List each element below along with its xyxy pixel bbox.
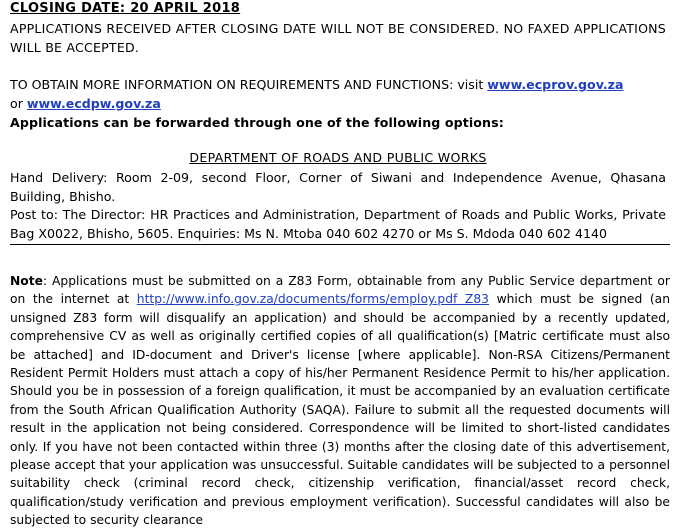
more-information-text: TO OBTAIN MORE INFORMATION ON REQUIREMENTS AND FUNCTIONS: visit — [10, 77, 488, 92]
section-divider — [10, 244, 670, 245]
note-label: Note — [10, 274, 43, 288]
postal-address: Post to: The Director: HR Practices and Administration, Department of Roads and Public Works, Private Bag X0022, Bhisho, 5605. Enquiries: Ms N. Mtoba 040 602 4270 or Ms S. Mdoda 040 602 4140 — [10, 207, 666, 241]
hand-delivery-address: Hand Delivery: Room 2-09, second Floor, Corner of Siwani and Independence Avenue, Qhasana Building, Bhisho. — [10, 170, 666, 204]
more-information-line — [10, 75, 666, 94]
note-text-1: : Applications must be submitted on a Z83 Form, obtainable from any Public Service department or on the internet at — [10, 274, 670, 307]
late-applications-notice: APPLICATIONS RECEIVED AFTER CLOSING DATE WILL NOT BE CONSIDERED. NO FAXED APPLICATIONS WILL BE ACCEPTED. — [10, 21, 666, 55]
note-paragraph — [10, 272, 670, 530]
closing-date-heading: CLOSING DATE: 20 APRIL 2018 — [10, 1, 241, 16]
forwarding-options-text: Applications can be forwarded through one of the following options: — [10, 115, 504, 130]
ecprov-link[interactable]: www.ecprov.gov.za — [487, 77, 624, 92]
note-text-2: which must be signed (an unsigned Z83 form will disqualify an application) and should be accompanied by a recently updated, comprehensive CV as well as originally certified copies of all qualification(s) [Matric certificate must also be attached] and ID-document and Driver's license [where applicable]. Non-RSA Citizens/Permanent Resident Permit Holders must attach a copy of his/her Permanent Residence Permit to his/her application. Should you be in possession of a foreign qualification, it must be accompanied by an evaluation certificate from the South African Qualification Authority (SAQA). Failure to submit all the requested documents will result in the application not being considered. Correspondence will be limited to short-listed candidates only. If you have not been contacted within three (3) months after the closing date of this advertisement, please accept that your application was unsuccessful. Suitable candidates will be subjected to a personnel suitability check (criminal record check, citizenship verification, financial/asset record check, qualification/study verification and previous employment verification). Successful candidates will also be subjected to security clearance — [10, 292, 671, 528]
or-text: or — [10, 96, 27, 111]
department-heading: DEPARTMENT OF ROADS AND PUBLIC WORKS — [189, 150, 487, 165]
z83-form-link[interactable]: http://www.info.gov.za/documents/forms/employ.pdf Z83 — [136, 292, 489, 307]
ecdpw-link[interactable]: www.ecdpw.gov.za — [26, 96, 161, 111]
more-information-line-2 — [10, 94, 161, 113]
